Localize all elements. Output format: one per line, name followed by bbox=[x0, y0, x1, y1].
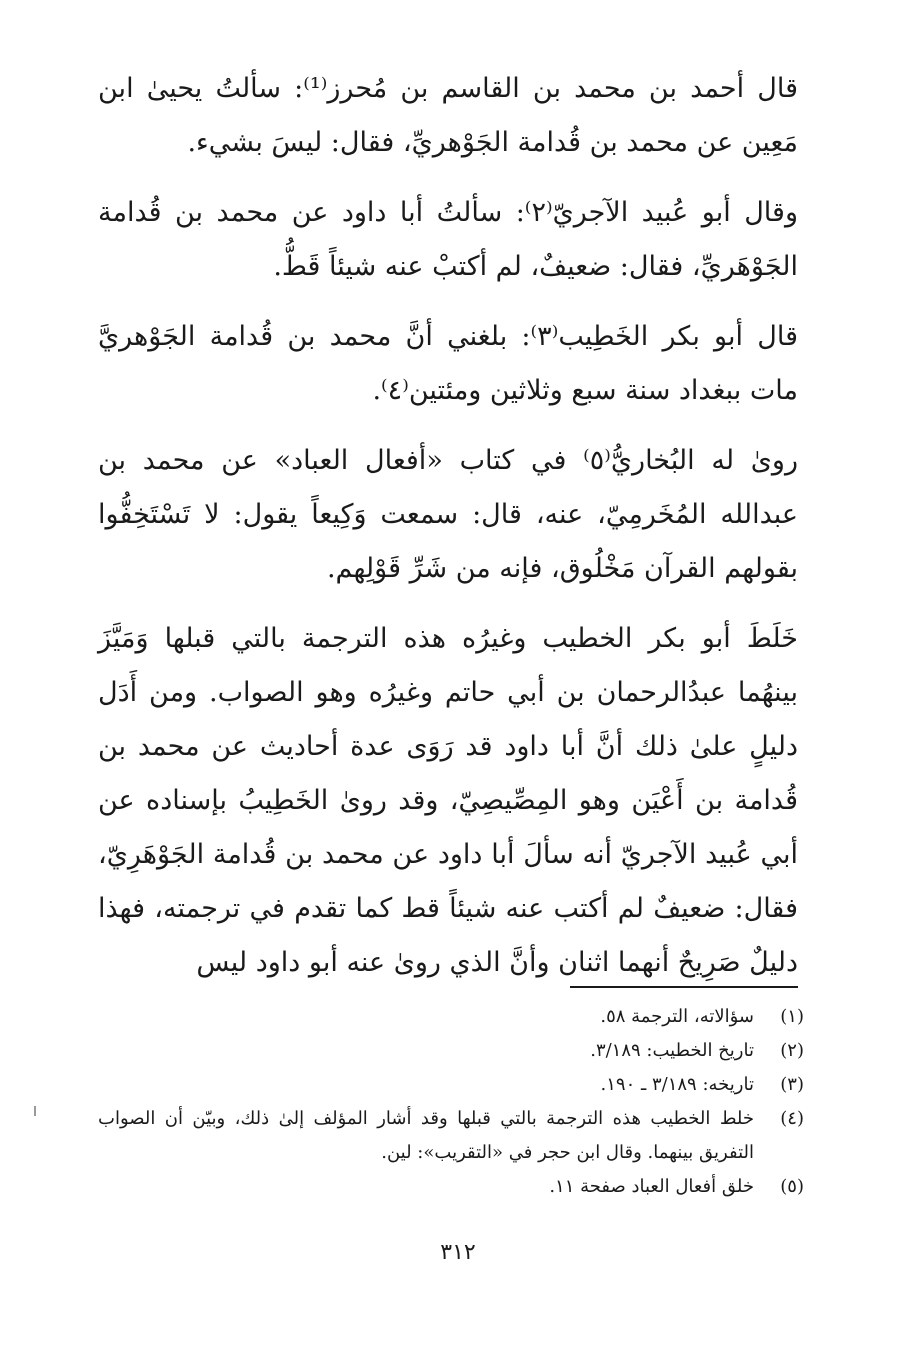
footnote-text: سؤالاته، الترجمة ٥٨. bbox=[600, 1006, 754, 1027]
main-text bbox=[98, 62, 798, 990]
paragraph-editor-note: خَلَطَ أبو بكر الخطيب وغيرُه هذه الترجمة بالتي قبلها وَمَيَّزَ بينهُما عبدُالرحمان بن أبي حاتم وغيرُه وهو الصواب. ومن أَدَل دليلٍ علىٰ ذلك أنَّ أبا داود قد رَوَى عدة أحاديث عن محمد بن قُدامة بن أَعْيَن وهو المِصِّيصِيّ، وقد روىٰ الخَطِيبُ بإسناده عن أبي عُبيد الآجريّ أنه سألَ أبا داود عن محمد بن قُدامة الجَوْهَرِيّ، فقال: ضعيفٌ لم أكتب عنه شيئاً قط كما تقدم في ترجمته، فهذا دليلٌ صَرِيحٌ أنهما اثنان وأنَّ الذي روىٰ عنه أبو داود ليس bbox=[98, 623, 798, 978]
paragraph-al-ajurri: وقال أبو عُبيد الآجريّ⁽٢⁾: سألتُ أبا داود عن محمد بن قُدامة الجَوْهَريِّ، فقال: ضعيفٌ، لم أكتبْ عنه شيئاً قَطُّ. bbox=[98, 197, 798, 282]
footnote-number: (٥) bbox=[780, 1176, 804, 1197]
footnotes bbox=[98, 1000, 804, 1204]
paragraph-al-khatib: قال أبو بكر الخَطِيب⁽٣⁾: بلغني أنَّ محمد بن قُدامة الجَوْهريَّ مات ببغداد سنة سبع وثلاثين ومئتين⁽٤⁾. bbox=[98, 321, 798, 406]
paragraph-ibn-muhriz: قال أحمد بن محمد بن القاسم بن مُحرز⁽¹⁾: سألتُ يحيىٰ ابن مَعِين عن محمد بن قُدامة الجَوْهريِّ، فقال: ليسَ بشيء. bbox=[98, 73, 799, 158]
footnote-item bbox=[98, 1000, 804, 1034]
footnote-divider bbox=[570, 986, 798, 988]
scan-margin-mark bbox=[34, 1106, 36, 1116]
footnote-text: خلق أفعال العباد صفحة ١١. bbox=[549, 1176, 754, 1197]
footnote-number: (٣) bbox=[780, 1074, 804, 1095]
footnote-item bbox=[98, 1102, 804, 1170]
footnote-item bbox=[98, 1034, 804, 1068]
footnote-item bbox=[98, 1068, 804, 1102]
footnote-number: (١) bbox=[780, 1006, 804, 1027]
footnote-number: (٢) bbox=[780, 1040, 804, 1061]
page-number: ٣١٢ bbox=[440, 1240, 476, 1265]
footnote-text: تاريخه: ٣/١٨٩ ـ ١٩٠. bbox=[600, 1074, 754, 1095]
footnote-text: تاريخ الخطيب: ٣/١٨٩. bbox=[590, 1040, 754, 1061]
paragraph-al-bukhari: روىٰ له البُخاريُّ⁽٥⁾ في كتاب «أفعال العباد» عن محمد بن عبدالله المُخَرمِيّ، عنه، قال: سمعت وَكِيعاً يقول: لا تَسْتَخِفُّوا بقولهم القرآن مَخْلُوق، فإنه من شَرِّ قَوْلِهم. bbox=[98, 445, 798, 584]
footnote-item bbox=[98, 1170, 804, 1204]
footnote-number: (٤) bbox=[780, 1108, 804, 1129]
footnote-text: خلط الخطيب هذه الترجمة بالتي قبلها وقد أشار المؤلف إلىٰ ذلك، وبيّن أن الصواب التفريق بينهما. وقال ابن حجر في «التقريب»: لين. bbox=[98, 1108, 754, 1163]
